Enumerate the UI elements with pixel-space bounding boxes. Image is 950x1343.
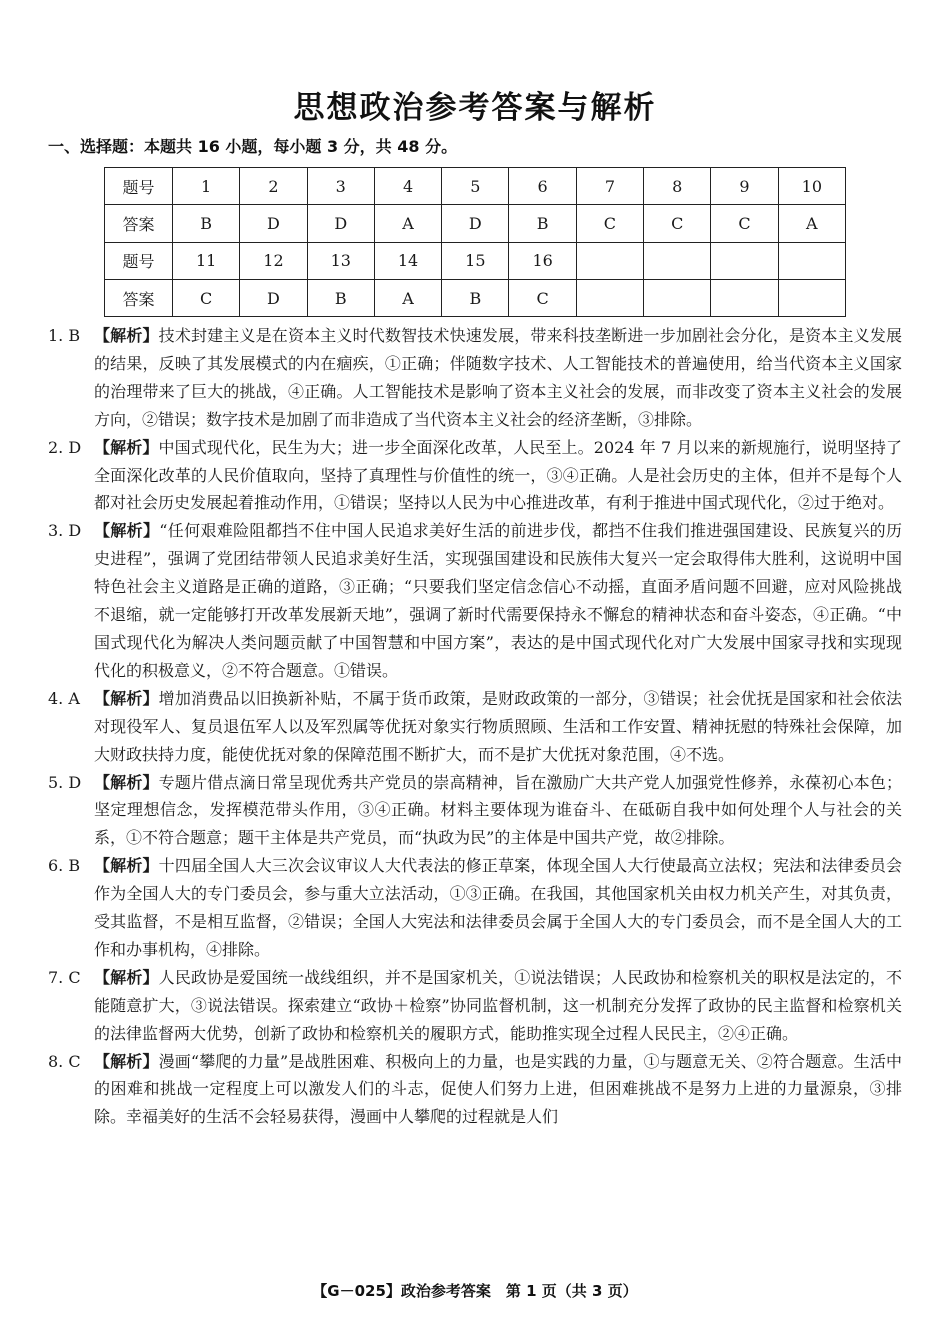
analysis-tag: 【解析】 xyxy=(94,967,159,987)
answer-table-header-cell: 答案 xyxy=(105,205,173,242)
answer-table-cell xyxy=(778,242,845,279)
analysis-tag: 【解析】 xyxy=(94,688,159,708)
answer-table-cell: A xyxy=(374,279,441,316)
answer-table-cell: C xyxy=(576,205,643,242)
item-body xyxy=(48,322,902,434)
answer-table-cell: B xyxy=(509,205,576,242)
page-footer: 【G－025】政治参考答案 第 1 页（共 3 页） xyxy=(312,1282,638,1300)
item-body xyxy=(48,964,902,1048)
analysis-tag: 【解析】 xyxy=(94,437,159,457)
answer-table-cell: 2 xyxy=(240,168,307,205)
answer-table-cell xyxy=(711,279,778,316)
answer-table-cell: 6 xyxy=(509,168,576,205)
answer-table-cell: A xyxy=(374,205,441,242)
answer-table-cell: D xyxy=(240,279,307,316)
answer-table-cell: 7 xyxy=(576,168,643,205)
answer-table-cell xyxy=(778,279,845,316)
section-heading: 一、选择题：本题共 16 小题，每小题 3 分，共 48 分。 xyxy=(48,137,458,156)
answer-table-cell: B xyxy=(442,279,509,316)
answer-table-row xyxy=(105,279,846,316)
answer-table-header-cell: 题号 xyxy=(105,242,173,279)
answer-table-cell: C xyxy=(644,205,711,242)
explanation-item xyxy=(48,769,902,853)
answer-table-cell: 10 xyxy=(778,168,845,205)
explanation-text: 增加消费品以旧换新补贴，不属于货币政策，是财政政策的一部分，③错误；社会优抚是国家和社会依法对现役军人、复员退伍军人以及军烈属等优抚对象实行物质照顾、生活和工作安置、精神抚慰的特殊社会保障，加大财政扶持力度，能使优抚对象的保障范围不断扩大，而不是扩大优抚对象范围，④不选。 xyxy=(94,688,902,764)
answer-table-cell: B xyxy=(173,205,240,242)
item-body xyxy=(48,769,902,853)
answer-table-cell xyxy=(576,242,643,279)
explanation-item xyxy=(48,685,902,769)
answer-table-cell: 16 xyxy=(509,242,576,279)
item-number-answer: 4. A xyxy=(48,688,80,708)
answer-table-cell: 5 xyxy=(442,168,509,205)
item-number-answer: 8. C xyxy=(48,1051,81,1071)
answer-table-cell xyxy=(576,279,643,316)
answer-table-header-cell: 答案 xyxy=(105,279,173,316)
answer-table-cell xyxy=(644,242,711,279)
item-number-answer: 1. B xyxy=(48,326,81,345)
answer-table-cell: B xyxy=(307,279,374,316)
analysis-tag: 【解析】 xyxy=(94,326,159,345)
answer-table-row xyxy=(105,205,846,242)
explanation-item xyxy=(48,517,902,684)
item-number-answer: 3. D xyxy=(48,521,82,541)
explanation-item xyxy=(48,852,902,964)
item-body xyxy=(48,852,902,964)
answer-table xyxy=(104,167,846,317)
answer-table-cell: 13 xyxy=(307,242,374,279)
answer-table-cell: 11 xyxy=(173,242,240,279)
analysis-tag: 【解析】 xyxy=(94,521,160,541)
answer-table-cell: 9 xyxy=(711,168,778,205)
answer-table-cell: 8 xyxy=(644,168,711,205)
answer-table-cell: C xyxy=(509,279,576,316)
item-number-answer: 7. C xyxy=(48,967,81,987)
item-body xyxy=(48,434,902,518)
explanation-text: 中国式现代化，民生为大；进一步全面深化改革，人民至上。2024 年 7 月以来的新规施行，说明坚持了全面深化改革的人民价值取向，坚持了真理性与价值性的统一，③④正确。人是社会历史的主体，但并不是每个人都对社会历史发展起着推动作用，①错误；坚持以人民为中心推进改革，有利于推进中国式现代化，②过于绝对。 xyxy=(94,437,902,513)
answer-table-cell: 12 xyxy=(240,242,307,279)
explanation-text: 专题片借点滴日常呈现优秀共产党员的崇高精神，旨在激励广大共产党人加强党性修养，永葆初心本色；坚定理想信念，发挥模范带头作用，③④正确。材料主要体现为谁奋斗、在砥砺自我中如何处理个人与社会的关系，①不符合题意；题干主体是共产党员，而“执政为民”的主体是中国共产党，故②排除。 xyxy=(94,772,902,848)
answer-table-cell: D xyxy=(442,205,509,242)
explanation-text: “任何艰难险阻都挡不住中国人民追求美好生活的前进步伐，都挡不住我们推进强国建设、民族复兴的历史进程”，强调了党团结带领人民追求美好生活，实现强国建设和民族伟大复兴一定会取得伟大胜利，这说明中国特色社会主义道路是正确的道路，③正确；“只要我们坚定信念信心不动摇，直面矛盾问题不回避，应对风险挑战不退缩，就一定能够打开改革发展新天地”，强调了新时代需要保持永不懈怠的精神状态和奋斗姿态，④正确。“中国式现代化为解决人类问题贡献了中国智慧和中国方案”，表达的是中国式现代化对广大发展中国家寻找和实现现代化的积极意义，②不符合题意。①错误。 xyxy=(94,521,902,680)
answer-table-row xyxy=(105,168,846,205)
analysis-tag: 【解析】 xyxy=(94,856,159,876)
item-number-answer: 6. B xyxy=(48,856,81,876)
analysis-tag: 【解析】 xyxy=(94,1051,159,1071)
explanation-item xyxy=(48,1048,902,1132)
answer-table-cell: A xyxy=(778,205,845,242)
answer-table-cell: 3 xyxy=(307,168,374,205)
explanation-item xyxy=(48,322,902,434)
page-title: 思想政治参考答案与解析 xyxy=(293,90,657,126)
explanation-item xyxy=(48,964,902,1048)
answer-table-cell: 15 xyxy=(442,242,509,279)
explanation-text: 技术封建主义是在资本主义时代数智技术快速发展，带来科技垄断进一步加剧社会分化，是资本主义发展的结果，反映了其发展模式的内在痼疾，①正确；伴随数字技术、人工智能技术的普遍使用，给当代资本主义国家的治理带来了巨大的挑战，④正确。人工智能技术是影响了资本主义社会的发展，而非改变了资本主义社会的发展方向，②错误；数字技术是加剧了而非造成了当代资本主义社会的经济垄断，③排除。 xyxy=(94,326,902,429)
answer-table-cell: D xyxy=(240,205,307,242)
explanation-list xyxy=(48,322,902,1131)
answer-table-cell xyxy=(644,279,711,316)
answer-table-row xyxy=(105,242,846,279)
item-body xyxy=(48,517,902,684)
explanation-text: 十四届全国人大三次会议审议人大代表法的修正草案，体现全国人大行使最高立法权；宪法和法律委员会作为全国人大的专门委员会，参与重大立法活动，①③正确。在我国，其他国家机关由权力机关产生，对其负责，受其监督，不是相互监督，②错误；全国人大宪法和法律委员会属于全国人大的专门委员会，而不是全国人大的工作和办事机构，④排除。 xyxy=(94,856,902,959)
answer-table-cell: 1 xyxy=(173,168,240,205)
explanation-item xyxy=(48,434,902,518)
answer-table-cell: 4 xyxy=(374,168,441,205)
answer-table-cell: C xyxy=(711,205,778,242)
answer-table-cell: 14 xyxy=(374,242,441,279)
item-body xyxy=(48,685,902,769)
answer-table-header-cell: 题号 xyxy=(105,168,173,205)
answer-table-cell: C xyxy=(173,279,240,316)
item-number-answer: 2. D xyxy=(48,437,82,457)
explanation-text: 漫画“攀爬的力量”是战胜困难、积极向上的力量，也是实践的力量，①与题意无关、②符合题意。生活中的困难和挑战一定程度上可以激发人们的斗志，促使人们努力上进，但困难挑战不是努力上进的力量源泉，③排除。幸福美好的生活不会轻易获得，漫画中人攀爬的过程就是人们 xyxy=(94,1051,902,1127)
item-body xyxy=(48,1048,902,1132)
analysis-tag: 【解析】 xyxy=(94,772,159,792)
explanation-text: 人民政协是爱国统一战线组织，并不是国家机关，①说法错误；人民政协和检察机关的职权是法定的，不能随意扩大，③说法错误。探索建立“政协＋检察”协同监督机制，这一机制充分发挥了政协的民主监督和检察机关的法律监督两大优势，创新了政协和检察机关的履职方式，能助推实现全过程人民民主，②④正确。 xyxy=(94,967,902,1043)
item-number-answer: 5. D xyxy=(48,772,82,792)
answer-table-cell xyxy=(711,242,778,279)
answer-table-cell: D xyxy=(307,205,374,242)
